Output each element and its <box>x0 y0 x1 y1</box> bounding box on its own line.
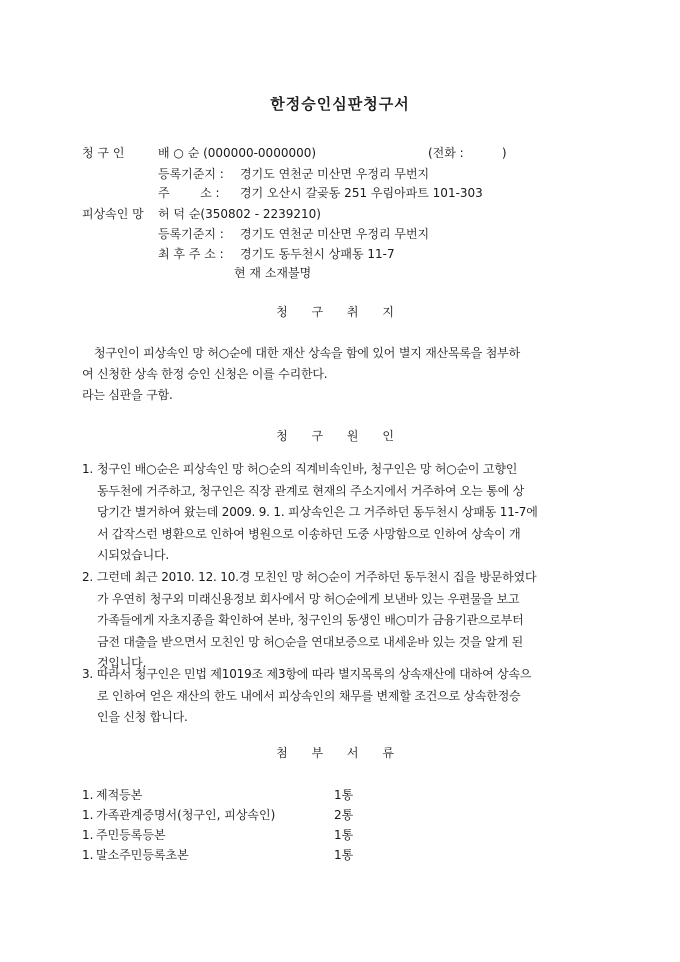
petitioner-name: 배 ○ 순 (000000-0000000) <box>158 146 317 160</box>
decedent-reg-value: 경기도 연천군 미산면 우정리 무번지 <box>240 227 430 241</box>
decedent-last-addr-value: 경기도 동두천시 상패동 11-7 <box>240 247 395 261</box>
claim-reason-item-3 <box>82 664 622 730</box>
decedent-reg-label: 등록기준지 : <box>158 227 224 241</box>
claim-purpose-heading: 청 구 취 지 <box>276 305 404 319</box>
decedent-name: 허 덕 순(350802 - 2239210) <box>158 207 321 221</box>
document-title: 한정승인심판청구서 <box>270 95 410 113</box>
decedent-label: 피상속인 망 <box>82 207 144 221</box>
petitioner-reg-label: 등록기준지 : <box>158 167 224 181</box>
claim-reason-item-2 <box>82 567 622 677</box>
petitioner-label: 청 구 인 <box>82 146 125 160</box>
item-line: 가 우연히 청구외 미래신용정보 회사에서 망 허○순에게 보낸바 있는 우편물을 보고 <box>97 591 520 606</box>
item-line: 청구인 배○순은 피상속인 망 허○순의 직계비속인바, 청구인은 망 허○순이 고향인 <box>97 462 518 476</box>
attachments-heading: 첨 부 서 류 <box>276 746 404 760</box>
item-line: 인을 신청 합니다. <box>97 710 188 725</box>
claim-purpose-text <box>82 343 520 406</box>
item-line: 금전 대출을 받으면서 모친인 망 허○순을 연대보증으로 내세운바 있는 것을 알게 된 <box>97 634 523 649</box>
petitioner-phone: (전화 : ) <box>428 146 507 160</box>
attachment-number: 1. <box>82 848 94 862</box>
claim-purpose-line: 여 신청한 상속 한정 승인 신청은 이를 수리한다. <box>82 367 328 381</box>
petitioner-reg-value: 경기도 연천군 미산면 우정리 무번지 <box>240 167 430 181</box>
item-line: 서 갑작스런 병환으로 인하여 병원으로 이송하던 도중 사망함으로 인하여 상속이 개 <box>97 526 521 541</box>
attachment-number: 1. <box>82 828 94 842</box>
attachment-count: 1통 <box>334 788 354 802</box>
item-line: 따라서 청구인은 민법 제1019조 제3항에 따라 별지목록의 상속재산에 대하여 상속으 <box>97 667 532 681</box>
item-line: 가족들에게 자초지종을 확인하여 본바, 청구인의 동생인 배○미가 금융기관으로부터 <box>97 613 524 628</box>
decedent-last-addr-label: 최 후 주 소 : <box>158 247 224 261</box>
attachment-number: 1. <box>82 808 94 822</box>
item-line: 시되었습니다. <box>97 548 169 563</box>
claim-purpose-line: 청구인이 피상속인 망 허○순에 대한 재산 상속을 함에 있어 별지 재산목록을 첨부하 <box>94 346 520 360</box>
claim-reason-heading: 청 구 원 인 <box>276 429 404 443</box>
item-line: 당기간 별거하여 왔는데 2009. 9. 1. 피상속인은 그 거주하던 동두천시 상패동 11-7에 <box>97 505 538 520</box>
attachment-name: 주민등록등본 <box>96 828 166 842</box>
petitioner-addr-value: 경기 오산시 갈곶동 251 우림아파트 101-303 <box>240 186 483 200</box>
attachment-count: 1통 <box>334 828 354 842</box>
item-number: 2. <box>82 570 94 584</box>
item-line: 것입니다. <box>97 656 147 671</box>
petitioner-addr-label: 주 소 : <box>158 186 220 200</box>
attachment-name: 말소주민등록초본 <box>96 848 189 862</box>
attachment-number: 1. <box>82 788 94 802</box>
item-number: 1. <box>82 462 94 476</box>
attachment-count: 2통 <box>334 808 354 822</box>
item-line: 로 인하여 얻은 재산의 한도 내에서 피상속인의 채무를 변제할 조건으로 상속한정승 <box>97 688 521 703</box>
attachment-count: 1통 <box>334 848 354 862</box>
item-line: 그런데 최근 2010. 12. 10.경 모친인 망 허○순이 거주하던 동두천시 집을 방문하였다 <box>97 570 537 584</box>
attachment-name: 제적등본 <box>96 788 143 802</box>
claim-purpose-line: 라는 심판을 구함. <box>82 388 173 402</box>
item-line: 동두천에 거주하고, 청구인은 직장 관계로 현재의 주소지에서 거주하여 오는 통에 상 <box>97 483 525 498</box>
decedent-current-addr: 현 재 소재불명 <box>234 266 312 280</box>
item-number: 3. <box>82 667 94 681</box>
claim-reason-item-1 <box>82 459 622 569</box>
attachment-name: 가족관계증명서(청구인, 피상속인) <box>96 808 276 822</box>
